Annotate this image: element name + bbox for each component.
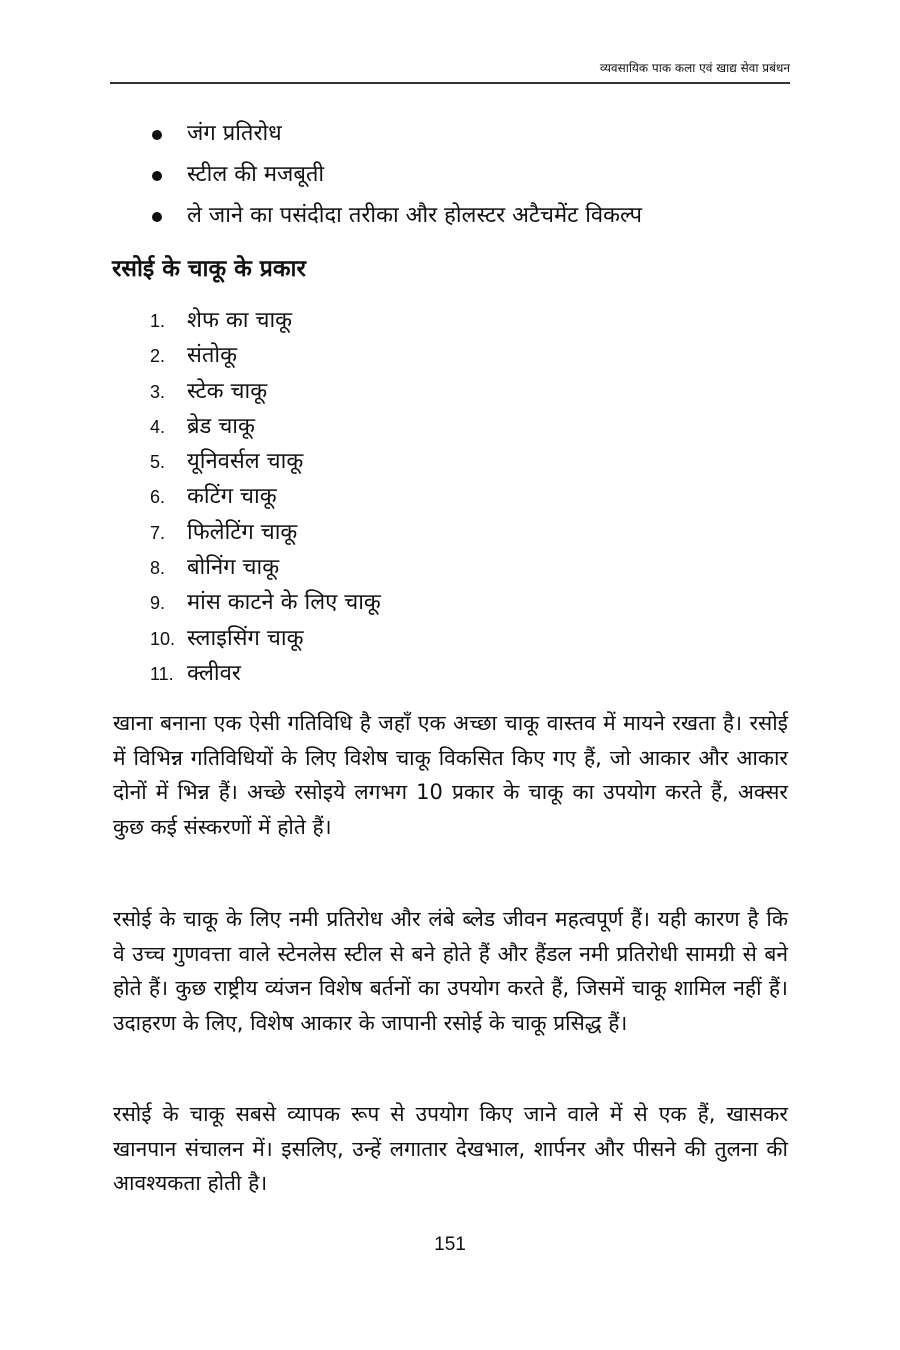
item-label: संतोकू bbox=[187, 343, 238, 369]
bullet-text: स्टील की मजबूती bbox=[187, 162, 325, 187]
bullet-item bbox=[150, 159, 790, 200]
running-header: व्यवसायिक पाक कला एवं खाद्य सेवा प्रबंधन bbox=[599, 61, 790, 75]
section-heading: रसोई के चाकू के प्रकार bbox=[112, 256, 306, 282]
bullet-dot-icon bbox=[152, 171, 162, 181]
list-item bbox=[150, 482, 790, 517]
list-item bbox=[150, 624, 790, 659]
item-number: 11. bbox=[150, 663, 174, 684]
item-number: 6. bbox=[150, 487, 166, 508]
item-label: यूनिवर्सल चाकू bbox=[187, 449, 304, 475]
list-item bbox=[150, 518, 790, 553]
body-paragraph: रसोई के चाकू सबसे व्यापक रूप से उपयोग किए जाने वाले में से एक हैं, खासकर खानपान संचालन में। इसलिए, उन्हें लगातार देखभाल, शार्पनर और पीसने की तुलना की आवश्यकता होती है। bbox=[113, 1102, 788, 1195]
item-label: शेफ का चाकू bbox=[187, 308, 293, 333]
bullet-text: ले जाने का पसंदीदा तरीका और होलस्टर अटैचमेंट विकल्प bbox=[187, 203, 642, 228]
header-rule bbox=[110, 82, 790, 84]
list-item bbox=[150, 553, 790, 588]
bullet-dot-icon bbox=[152, 212, 162, 222]
list-item bbox=[150, 659, 790, 694]
item-label: कटिंग चाकू bbox=[187, 484, 277, 510]
bullet-item bbox=[150, 200, 790, 241]
list-item bbox=[150, 341, 790, 376]
list-item bbox=[150, 306, 790, 341]
item-number: 3. bbox=[150, 381, 166, 402]
item-number: 9. bbox=[150, 593, 166, 614]
bullet-item bbox=[150, 118, 790, 159]
list-item bbox=[150, 588, 790, 623]
item-label: ब्रेड चाकू bbox=[187, 413, 255, 439]
item-label: बोनिंग चाकू bbox=[187, 555, 280, 581]
item-number: 4. bbox=[150, 416, 166, 437]
body-paragraph: रसोई के चाकू के लिए नमी प्रतिरोध और लंबे ब्लेड जीवन महत्वपूर्ण हैं। यही कारण है कि वे उच्च गुणवत्ता वाले स्टेनलेस स्टील से बने होते हैं और हैंडल नमी प्रतिरोधी सामग्री से बने होते हैं। कुछ राष्ट्रीय व्यंजन विशेष बर्तनों का उपयोग करते हैं, जिसमें चाकू शामिल नहीं हैं। उदाहरण के लिए, विशेष आकार के जापानी रसोई के चाकू प्रसिद्ध हैं। bbox=[113, 907, 788, 1035]
body-paragraph: खाना बनाना एक ऐसी गतिविधि है जहाँ एक अच्छा चाकू वास्तव में मायने रखता है। रसोई में विभिन्न गतिविधियों के लिए विशेष चाकू विकसित किए गए हैं, जो आकार और आकार दोनों में भिन्न हैं। अच्छे रसोइये लगभग 10 प्रकार के चाकू का उपयोग करते हैं, अक्सर कुछ कई संस्करणों में होते हैं। bbox=[113, 711, 788, 839]
item-label: फिलेटिंग चाकू bbox=[187, 519, 298, 545]
item-label: क्लीवर bbox=[187, 660, 241, 686]
item-number: 7. bbox=[150, 522, 166, 543]
knife-types-list bbox=[150, 306, 790, 694]
list-item bbox=[150, 412, 790, 447]
page-number: 151 bbox=[434, 1234, 466, 1255]
list-item bbox=[150, 447, 790, 482]
bullet-text: जंग प्रतिरोध bbox=[187, 121, 282, 146]
item-number: 10. bbox=[150, 628, 176, 649]
feature-bullet-list bbox=[150, 118, 790, 241]
item-number: 2. bbox=[150, 346, 166, 367]
list-item bbox=[150, 377, 790, 412]
item-number: 5. bbox=[150, 452, 166, 473]
item-label: स्टेक चाकू bbox=[187, 378, 268, 404]
item-label: स्लाइसिंग चाकू bbox=[187, 625, 304, 651]
item-number: 1. bbox=[150, 311, 166, 331]
item-number: 8. bbox=[150, 558, 166, 579]
bullet-dot-icon bbox=[152, 130, 162, 140]
item-label: मांस काटने के लिए चाकू bbox=[187, 590, 381, 616]
